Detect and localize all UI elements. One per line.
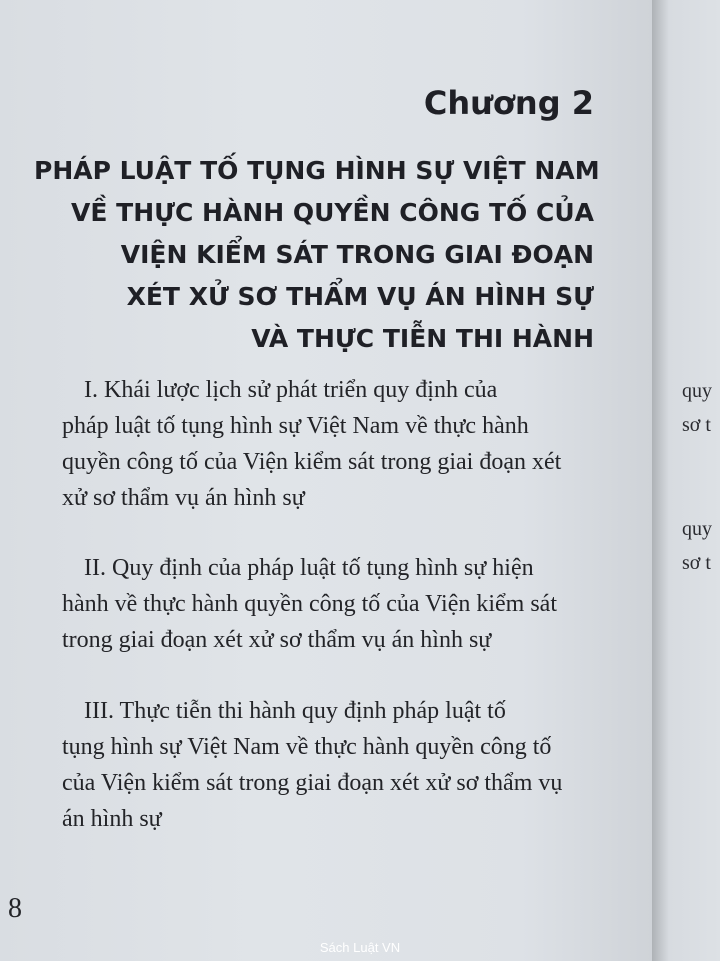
book-page-right	[652, 0, 720, 961]
chapter-title	[34, 150, 600, 360]
section-line: tụng hình sự Việt Nam về thực hành quyền công tố	[62, 734, 552, 760]
section-line: III. Thực tiễn thi hành quy định pháp luật tố	[84, 698, 506, 724]
right-page-fragment: sơ t	[682, 414, 711, 436]
section-line: xử sơ thẩm vụ án hình sự	[62, 485, 305, 511]
section-3	[62, 693, 608, 837]
section-line: quyền công tố của Viện kiểm sát trong giai đoạn xét	[62, 449, 562, 475]
chapter-heading: Chương 2	[423, 84, 594, 122]
watermark: Sách Luật VN	[319, 940, 401, 955]
title-line: VÀ THỰC TIỄN THI HÀNH	[251, 324, 594, 353]
title-line: VỀ THỰC HÀNH QUYỀN CÔNG TỐ CỦA	[71, 198, 594, 227]
section-line: trong giai đoạn xét xử sơ thẩm vụ án hình sự	[62, 627, 492, 653]
section-line: pháp luật tố tụng hình sự Việt Nam về thực hành	[62, 413, 529, 439]
section-line: hành về thực hành quyền công tố của Viện kiểm sát	[62, 591, 557, 617]
page-number: 8	[8, 893, 22, 924]
section-line: án hình sự	[62, 806, 162, 832]
right-page-fragment: quy	[682, 518, 712, 540]
right-page-fragment: quy	[682, 380, 712, 402]
section-line: II. Quy định của pháp luật tố tụng hình sự hiện	[84, 555, 534, 581]
right-page-fragment: sơ t	[682, 552, 711, 574]
section-2	[62, 550, 608, 658]
section-1	[62, 372, 608, 516]
title-line: VIỆN KIỂM SÁT TRONG GIAI ĐOẠN	[120, 240, 594, 269]
title-line: PHÁP LUẬT TỐ TỤNG HÌNH SỰ VIỆT NAM	[34, 156, 600, 185]
section-line: I. Khái lược lịch sử phát triển quy định của	[84, 377, 498, 403]
section-line: của Viện kiểm sát trong giai đoạn xét xử sơ thẩm vụ	[62, 770, 563, 796]
title-line: XÉT XỬ SƠ THẨM VỤ ÁN HÌNH SỰ	[126, 282, 594, 311]
